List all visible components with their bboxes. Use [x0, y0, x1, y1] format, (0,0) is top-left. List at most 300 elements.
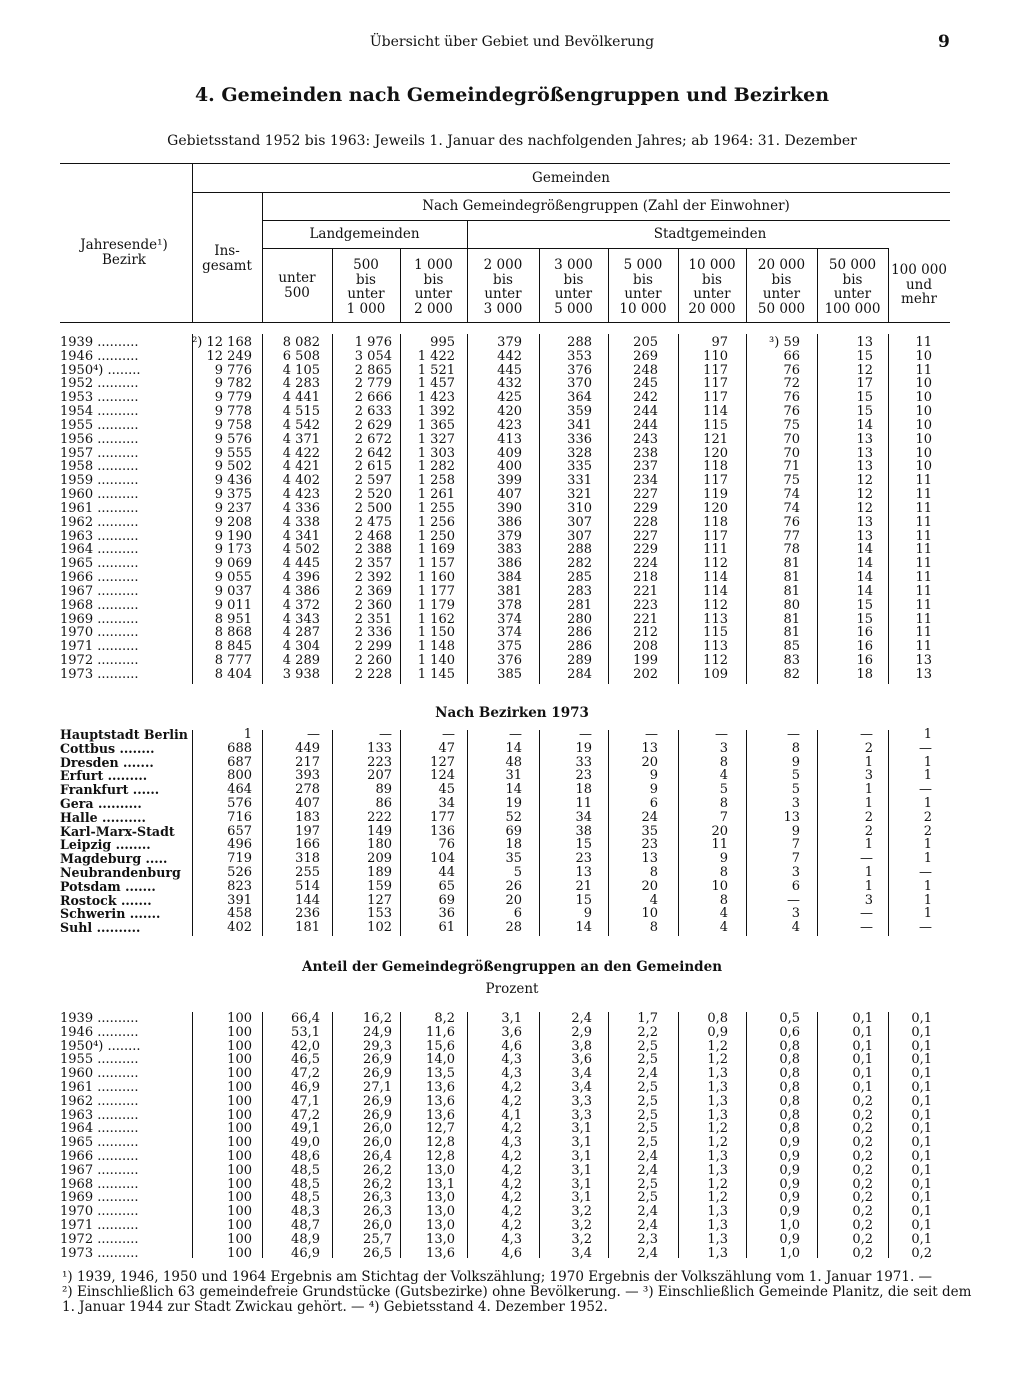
table-cell: 370: [567, 376, 592, 392]
table-cell: 3: [791, 865, 800, 880]
table-cell: 384: [497, 570, 522, 586]
table-cell: 374: [497, 625, 522, 641]
table-cell: 13,0: [426, 1190, 455, 1206]
row-label: Gera ..........: [60, 797, 142, 811]
row-label: 1961 ..........: [60, 1081, 139, 1095]
column-header-line: bis: [771, 271, 792, 288]
row-label: 1957 ..........: [60, 446, 139, 461]
table-cell: 7: [791, 837, 800, 853]
table-cell: 15: [575, 837, 592, 853]
table-cell: 1,3: [707, 1080, 728, 1095]
table-cell: 442: [497, 348, 522, 364]
table-cell: 386: [497, 514, 522, 530]
table-cell: 3,1: [571, 1135, 592, 1151]
table-cell: 0,1: [852, 1024, 873, 1040]
table-cell: 0,1: [911, 1024, 932, 1040]
table-cell: 1 258: [417, 473, 455, 489]
table-cell: 13: [856, 431, 873, 447]
table-cell: ²) 12 168: [192, 335, 252, 350]
column-header: [467, 258, 539, 316]
table-cell: 13: [856, 459, 873, 475]
table-cell: 716: [227, 809, 252, 825]
table-cell: 10: [915, 459, 932, 475]
table-cell: 2 357: [354, 556, 392, 572]
table-cell: 364: [567, 390, 592, 406]
table-cell: 2,3: [637, 1231, 658, 1247]
table-cell: 8: [649, 865, 658, 880]
land-stadt-rule: [262, 248, 888, 249]
table-cell: 52: [505, 809, 522, 825]
column-header-line: 3 000: [483, 300, 523, 317]
gemeinden-rule: [192, 192, 950, 193]
table-cell: 3: [864, 768, 873, 784]
table-cell: 1,7: [637, 1011, 658, 1026]
table-cell: 1,2: [707, 1135, 728, 1151]
table-cell: 10: [915, 417, 932, 433]
table-cell: 80: [783, 597, 800, 613]
row-label: 1969 ..........: [60, 1191, 139, 1206]
table-cell: 86: [375, 796, 392, 811]
table-cell: 245: [633, 376, 658, 392]
table-cell: 0,1: [911, 1011, 932, 1026]
table-cell: —: [645, 727, 658, 742]
table-cell: 9 436: [214, 473, 252, 489]
row-label: 1958 ..........: [60, 460, 139, 475]
table-cell: 9 055: [214, 570, 252, 586]
row-label: 1962 ..........: [60, 515, 139, 530]
table-cell: 9: [649, 768, 658, 784]
table-cell: 26,9: [363, 1066, 392, 1082]
table-cell: 9 555: [214, 445, 252, 461]
row-label: 1950⁴) ........: [60, 363, 141, 378]
table-cell: 0,1: [911, 1038, 932, 1054]
table-cell: 17: [856, 376, 873, 392]
table-cell: 0,1: [911, 1093, 932, 1109]
table-cell: 4,3: [501, 1231, 522, 1247]
table-cell: 26,5: [363, 1245, 392, 1261]
table-cell: 208: [633, 639, 658, 655]
row-label: Suhl ..........: [60, 921, 141, 936]
column-header-line: gesamt: [202, 257, 252, 274]
table-cell: 284: [567, 666, 592, 682]
table-cell: 1 256: [417, 514, 455, 530]
table-cell: 0,1: [911, 1190, 932, 1206]
table-cell: 2 351: [354, 611, 392, 627]
table-cell: 8: [719, 754, 728, 770]
column-header: [400, 258, 467, 316]
table-cell: 114: [703, 570, 728, 586]
table-cell: 0,1: [911, 1135, 932, 1151]
table-cell: —: [379, 727, 392, 742]
table-cell: 8 082: [282, 335, 320, 350]
table-cell: 381: [497, 583, 522, 599]
column-divider: [678, 730, 679, 936]
table-cell: 1,2: [707, 1052, 728, 1068]
row-label: Leipzig ........: [60, 838, 151, 853]
table-cell: 0,2: [852, 1107, 873, 1123]
table-cell: 7: [719, 809, 728, 825]
column-header: [539, 258, 608, 316]
table-cell: —: [307, 727, 320, 742]
column-divider: [192, 730, 193, 936]
table-cell: 1,3: [707, 1162, 728, 1178]
table-cell: 4,2: [501, 1176, 522, 1192]
table-cell: 23: [575, 768, 592, 784]
table-cell: 12,8: [426, 1149, 455, 1164]
table-cell: 9 190: [214, 528, 252, 544]
table-cell: 307: [567, 528, 592, 544]
table-cell: 3,3: [571, 1093, 592, 1109]
table-cell: 97: [711, 335, 728, 350]
table-cell: 13: [915, 653, 932, 669]
table-cell: 9 758: [214, 417, 252, 433]
stub-divider: [192, 163, 193, 322]
table-cell: 2,4: [637, 1162, 658, 1178]
table-cell: 3: [791, 906, 800, 922]
table-cell: 14: [856, 570, 873, 586]
table-cell: 3: [791, 796, 800, 811]
table-cell: 48,5: [291, 1190, 320, 1206]
column-divider: [192, 1012, 193, 1258]
table-cell: 26,2: [363, 1176, 392, 1192]
table-cell: 77: [783, 528, 800, 544]
table-cell: 4 441: [282, 390, 320, 406]
row-label: 1960 ..........: [60, 488, 139, 503]
table-cell: 74: [783, 487, 800, 503]
table-cell: 48,9: [291, 1231, 320, 1247]
table-cell: 3,1: [571, 1176, 592, 1192]
table-cell: 217: [295, 754, 320, 770]
table-cell: 4 542: [282, 417, 320, 433]
table-cell: 15: [856, 597, 873, 613]
table-cell: 18: [856, 666, 873, 682]
table-cell: 9: [719, 851, 728, 867]
row-label: 1954 ..........: [60, 405, 139, 420]
table-cell: 13: [856, 528, 873, 544]
column-divider: [539, 730, 540, 936]
table-cell: 11: [711, 837, 728, 853]
footnotes: [62, 1269, 972, 1315]
table-cell: 100: [227, 1176, 252, 1192]
table-cell: 229: [633, 542, 658, 558]
table-cell: 4 338: [282, 514, 320, 530]
gruppen-rule: [262, 220, 950, 221]
column-divider: [192, 334, 193, 684]
table-cell: 526: [227, 865, 252, 880]
column-header-line: unter: [833, 286, 872, 302]
table-cell: 81: [783, 611, 800, 627]
table-cell: 9 778: [214, 404, 252, 420]
table-cell: 234: [633, 473, 658, 489]
table-cell: 0,8: [779, 1080, 800, 1095]
table-cell: 75: [783, 417, 800, 433]
table-cell: 209: [367, 851, 392, 867]
row-label: 1965 ..........: [60, 1136, 139, 1151]
table-cell: —: [715, 727, 728, 742]
column-header-line: unter: [762, 286, 801, 302]
column-divider: [539, 334, 540, 684]
table-cell: 385: [497, 666, 522, 682]
table-cell: 74: [783, 500, 800, 516]
table-cell: 11: [915, 335, 932, 350]
table-cell: 81: [783, 570, 800, 586]
column-header-line: 100 000: [891, 262, 947, 278]
table-cell: 0,8: [779, 1038, 800, 1054]
table-cell: 2 468: [354, 528, 392, 544]
table-cell: 0,5: [779, 1011, 800, 1026]
table-cell: 46,9: [291, 1080, 320, 1095]
table-cell: 4: [719, 768, 728, 784]
table-cell: 1 423: [417, 390, 455, 406]
table-cell: 100: [227, 1024, 252, 1040]
table-cell: 28: [505, 920, 522, 936]
table-cell: 0,1: [852, 1052, 873, 1068]
table-cell: 13,6: [426, 1245, 455, 1261]
table-cell: 133: [367, 740, 392, 756]
column-header-line: 2 000: [414, 300, 453, 317]
column-header-line: 10 000: [619, 300, 667, 317]
row-label: 1966 ..........: [60, 571, 139, 586]
table-cell: 2,2: [637, 1024, 658, 1040]
table-cell: 2 500: [354, 500, 392, 516]
table-cell: 11: [915, 597, 932, 613]
table-cell: 1 179: [417, 597, 455, 613]
table-cell: 47,1: [291, 1093, 320, 1109]
table-cell: 83: [783, 653, 800, 669]
table-cell: 76: [783, 514, 800, 530]
table-cell: 1,3: [707, 1066, 728, 1082]
table-cell: 4,2: [501, 1080, 522, 1095]
table-cell: 0,1: [911, 1149, 932, 1164]
column-header-line: bis: [356, 271, 376, 288]
table-cell: 11,6: [426, 1024, 455, 1040]
table-cell: 2: [864, 823, 873, 839]
table-cell: 3,4: [571, 1245, 592, 1261]
table-cell: 20: [711, 823, 728, 839]
table-cell: 2 392: [354, 570, 392, 586]
table-cell: 4: [649, 892, 658, 908]
table-cell: 2 388: [354, 542, 392, 558]
row-label: 1952 ..........: [60, 377, 139, 392]
table-cell: 1 255: [417, 500, 455, 516]
table-cell: 237: [633, 459, 658, 475]
table-cell: 221: [633, 611, 658, 627]
table-cell: 114: [703, 583, 728, 599]
stub-header-line: Jahresende¹): [80, 237, 168, 253]
table-cell: 2 475: [354, 514, 392, 530]
table-cell: 81: [783, 625, 800, 641]
row-label: 1970 ..........: [60, 1205, 139, 1220]
table-cell: 376: [567, 362, 592, 378]
table-cell: 2,5: [637, 1190, 658, 1206]
table-cell: 0,9: [779, 1149, 800, 1164]
table-cell: 2,5: [637, 1052, 658, 1068]
table-cell: 8 951: [214, 611, 252, 627]
table-cell: 100: [227, 1080, 252, 1095]
table-cell: 183: [295, 809, 320, 825]
table-cell: 26,2: [363, 1162, 392, 1178]
table-cell: 20: [641, 754, 658, 770]
table-cell: 26,9: [363, 1093, 392, 1109]
table-cell: 23: [575, 851, 592, 867]
row-label: Frankfurt ......: [60, 783, 160, 798]
table-cell: 13: [856, 514, 873, 530]
table-cell: 13: [641, 851, 658, 867]
table-cell: 48,5: [291, 1162, 320, 1178]
table-cell: 289: [567, 653, 592, 669]
table-cell: 117: [703, 362, 728, 378]
row-label: Magdeburg .....: [60, 852, 168, 867]
row-label: Cottbus ........: [60, 741, 155, 756]
table-cell: 26,4: [363, 1149, 392, 1164]
table-cell: 2,5: [637, 1135, 658, 1151]
table-cell: 4 283: [282, 376, 320, 392]
table-cell: 44: [438, 865, 455, 880]
table-cell: 0,9: [707, 1024, 728, 1040]
table-cell: 423: [497, 417, 522, 433]
row-label: Rostock .......: [60, 893, 152, 908]
table-cell: 995: [430, 335, 455, 350]
table-cell: 76: [783, 390, 800, 406]
anteil-unit: Prozent: [485, 981, 539, 997]
table-cell: 4,6: [501, 1245, 522, 1261]
table-cell: 4,2: [501, 1190, 522, 1206]
table-cell: 3,1: [571, 1149, 592, 1164]
row-label: 1950⁴) ........: [60, 1039, 141, 1054]
table-cell: 11: [915, 473, 932, 489]
column-header-line: 1 000: [414, 257, 453, 273]
table-cell: 18: [575, 782, 592, 798]
table-cell: 688: [227, 740, 252, 756]
table-cell: —: [919, 920, 932, 936]
table-cell: 341: [567, 417, 592, 433]
table-cell: 4,2: [501, 1204, 522, 1220]
table-cell: 115: [703, 417, 728, 433]
column-header-line: bis: [493, 271, 513, 288]
table-cell: 16,2: [363, 1011, 392, 1026]
table-cell: —: [860, 727, 873, 742]
table-cell: 407: [497, 487, 522, 503]
table-cell: 307: [567, 514, 592, 530]
table-cell: 2 299: [354, 639, 392, 655]
table-cell: 13: [575, 865, 592, 880]
table-cell: —: [860, 920, 873, 936]
table-cell: 0,9: [779, 1135, 800, 1151]
table-cell: 4,2: [501, 1149, 522, 1164]
table-cell: 3,2: [571, 1218, 592, 1233]
table-cell: 353: [567, 348, 592, 364]
table-cell: 100: [227, 1190, 252, 1206]
column-header-line: Ins-: [214, 243, 240, 259]
table-cell: 331: [567, 473, 592, 489]
table-cell: 390: [497, 500, 522, 516]
column-header-line: 500: [284, 284, 310, 301]
row-label: 1968 ..........: [60, 1177, 139, 1192]
table-cell: 576: [227, 796, 252, 811]
table-cell: 5: [791, 768, 800, 784]
row-label: Erfurt .........: [60, 769, 148, 784]
gruppen-header: Nach Gemeindegrößengruppen (Zahl der Einwohner): [422, 198, 790, 214]
table-cell: 48,7: [291, 1218, 320, 1233]
table-cell: 1 157: [417, 556, 455, 572]
table-cell: 1: [864, 865, 873, 880]
table-cell: 1 521: [417, 362, 455, 378]
table-cell: 4 445: [282, 556, 320, 572]
table-cell: 4 396: [282, 570, 320, 586]
table-cell: 14: [856, 556, 873, 572]
row-label: 1968 ..........: [60, 598, 139, 613]
table-cell: 100: [227, 1218, 252, 1233]
column-divider: [467, 730, 468, 936]
table-cell: 120: [703, 445, 728, 461]
table-cell: —: [787, 892, 800, 908]
table-cell: 0,2: [852, 1190, 873, 1206]
table-cell: 13,0: [426, 1204, 455, 1220]
gemeinden-header: Gemeinden: [532, 170, 610, 186]
row-label: 1962 ..........: [60, 1094, 139, 1109]
row-label: 1964 ..........: [60, 1122, 139, 1137]
table-cell: 0,1: [852, 1066, 873, 1082]
column-divider: [539, 1012, 540, 1258]
table-cell: 15,6: [426, 1038, 455, 1054]
table-cell: 823: [227, 878, 252, 894]
table-cell: 2 615: [354, 459, 392, 475]
table-cell: 0,9: [779, 1204, 800, 1220]
column-header-line: 1 000: [346, 300, 386, 317]
table-cell: 0,8: [707, 1011, 728, 1026]
table-cell: 0,2: [852, 1121, 873, 1137]
table-cell: 13,0: [426, 1231, 455, 1247]
table-cell: 2,5: [637, 1038, 658, 1054]
table-cell: 9 069: [214, 556, 252, 572]
table-cell: 9 208: [214, 514, 252, 530]
table-cell: 181: [295, 920, 320, 936]
table-cell: 2: [923, 823, 932, 839]
stub-header-line: Bezirk: [102, 251, 146, 268]
table-cell: 1 145: [417, 666, 455, 682]
table-cell: 0,1: [911, 1162, 932, 1178]
table-cell: 75: [783, 473, 800, 489]
table-cell: 310: [567, 500, 592, 516]
table-cell: 16: [856, 653, 873, 669]
table-cell: 13,1: [426, 1176, 455, 1192]
table-cell: 117: [703, 473, 728, 489]
table-cell: 100: [227, 1011, 252, 1026]
table-cell: 1,3: [707, 1107, 728, 1123]
table-cell: 3,4: [571, 1066, 592, 1082]
table-cell: 10: [915, 376, 932, 392]
table-cell: 243: [633, 431, 658, 447]
table-cell: 113: [703, 639, 728, 655]
table-cell: 11: [915, 583, 932, 599]
table-cell: 449: [295, 740, 320, 756]
table-cell: 5: [513, 865, 522, 880]
table-cell: 21: [575, 878, 592, 894]
table-cell: 26,3: [363, 1190, 392, 1206]
table-cell: 49,0: [291, 1135, 320, 1151]
table-cell: 212: [633, 625, 658, 641]
table-cell: 1 177: [417, 583, 455, 599]
row-label: 1955 ..........: [60, 1053, 139, 1068]
table-cell: 115: [703, 625, 728, 641]
table-cell: 144: [295, 892, 320, 908]
table-cell: 23: [641, 837, 658, 853]
header-top-rule: [60, 163, 950, 164]
table-cell: 53,1: [291, 1024, 320, 1040]
table-cell: 2,5: [637, 1093, 658, 1109]
table-cell: 420: [497, 404, 522, 420]
row-label: 1946 ..........: [60, 1025, 139, 1040]
